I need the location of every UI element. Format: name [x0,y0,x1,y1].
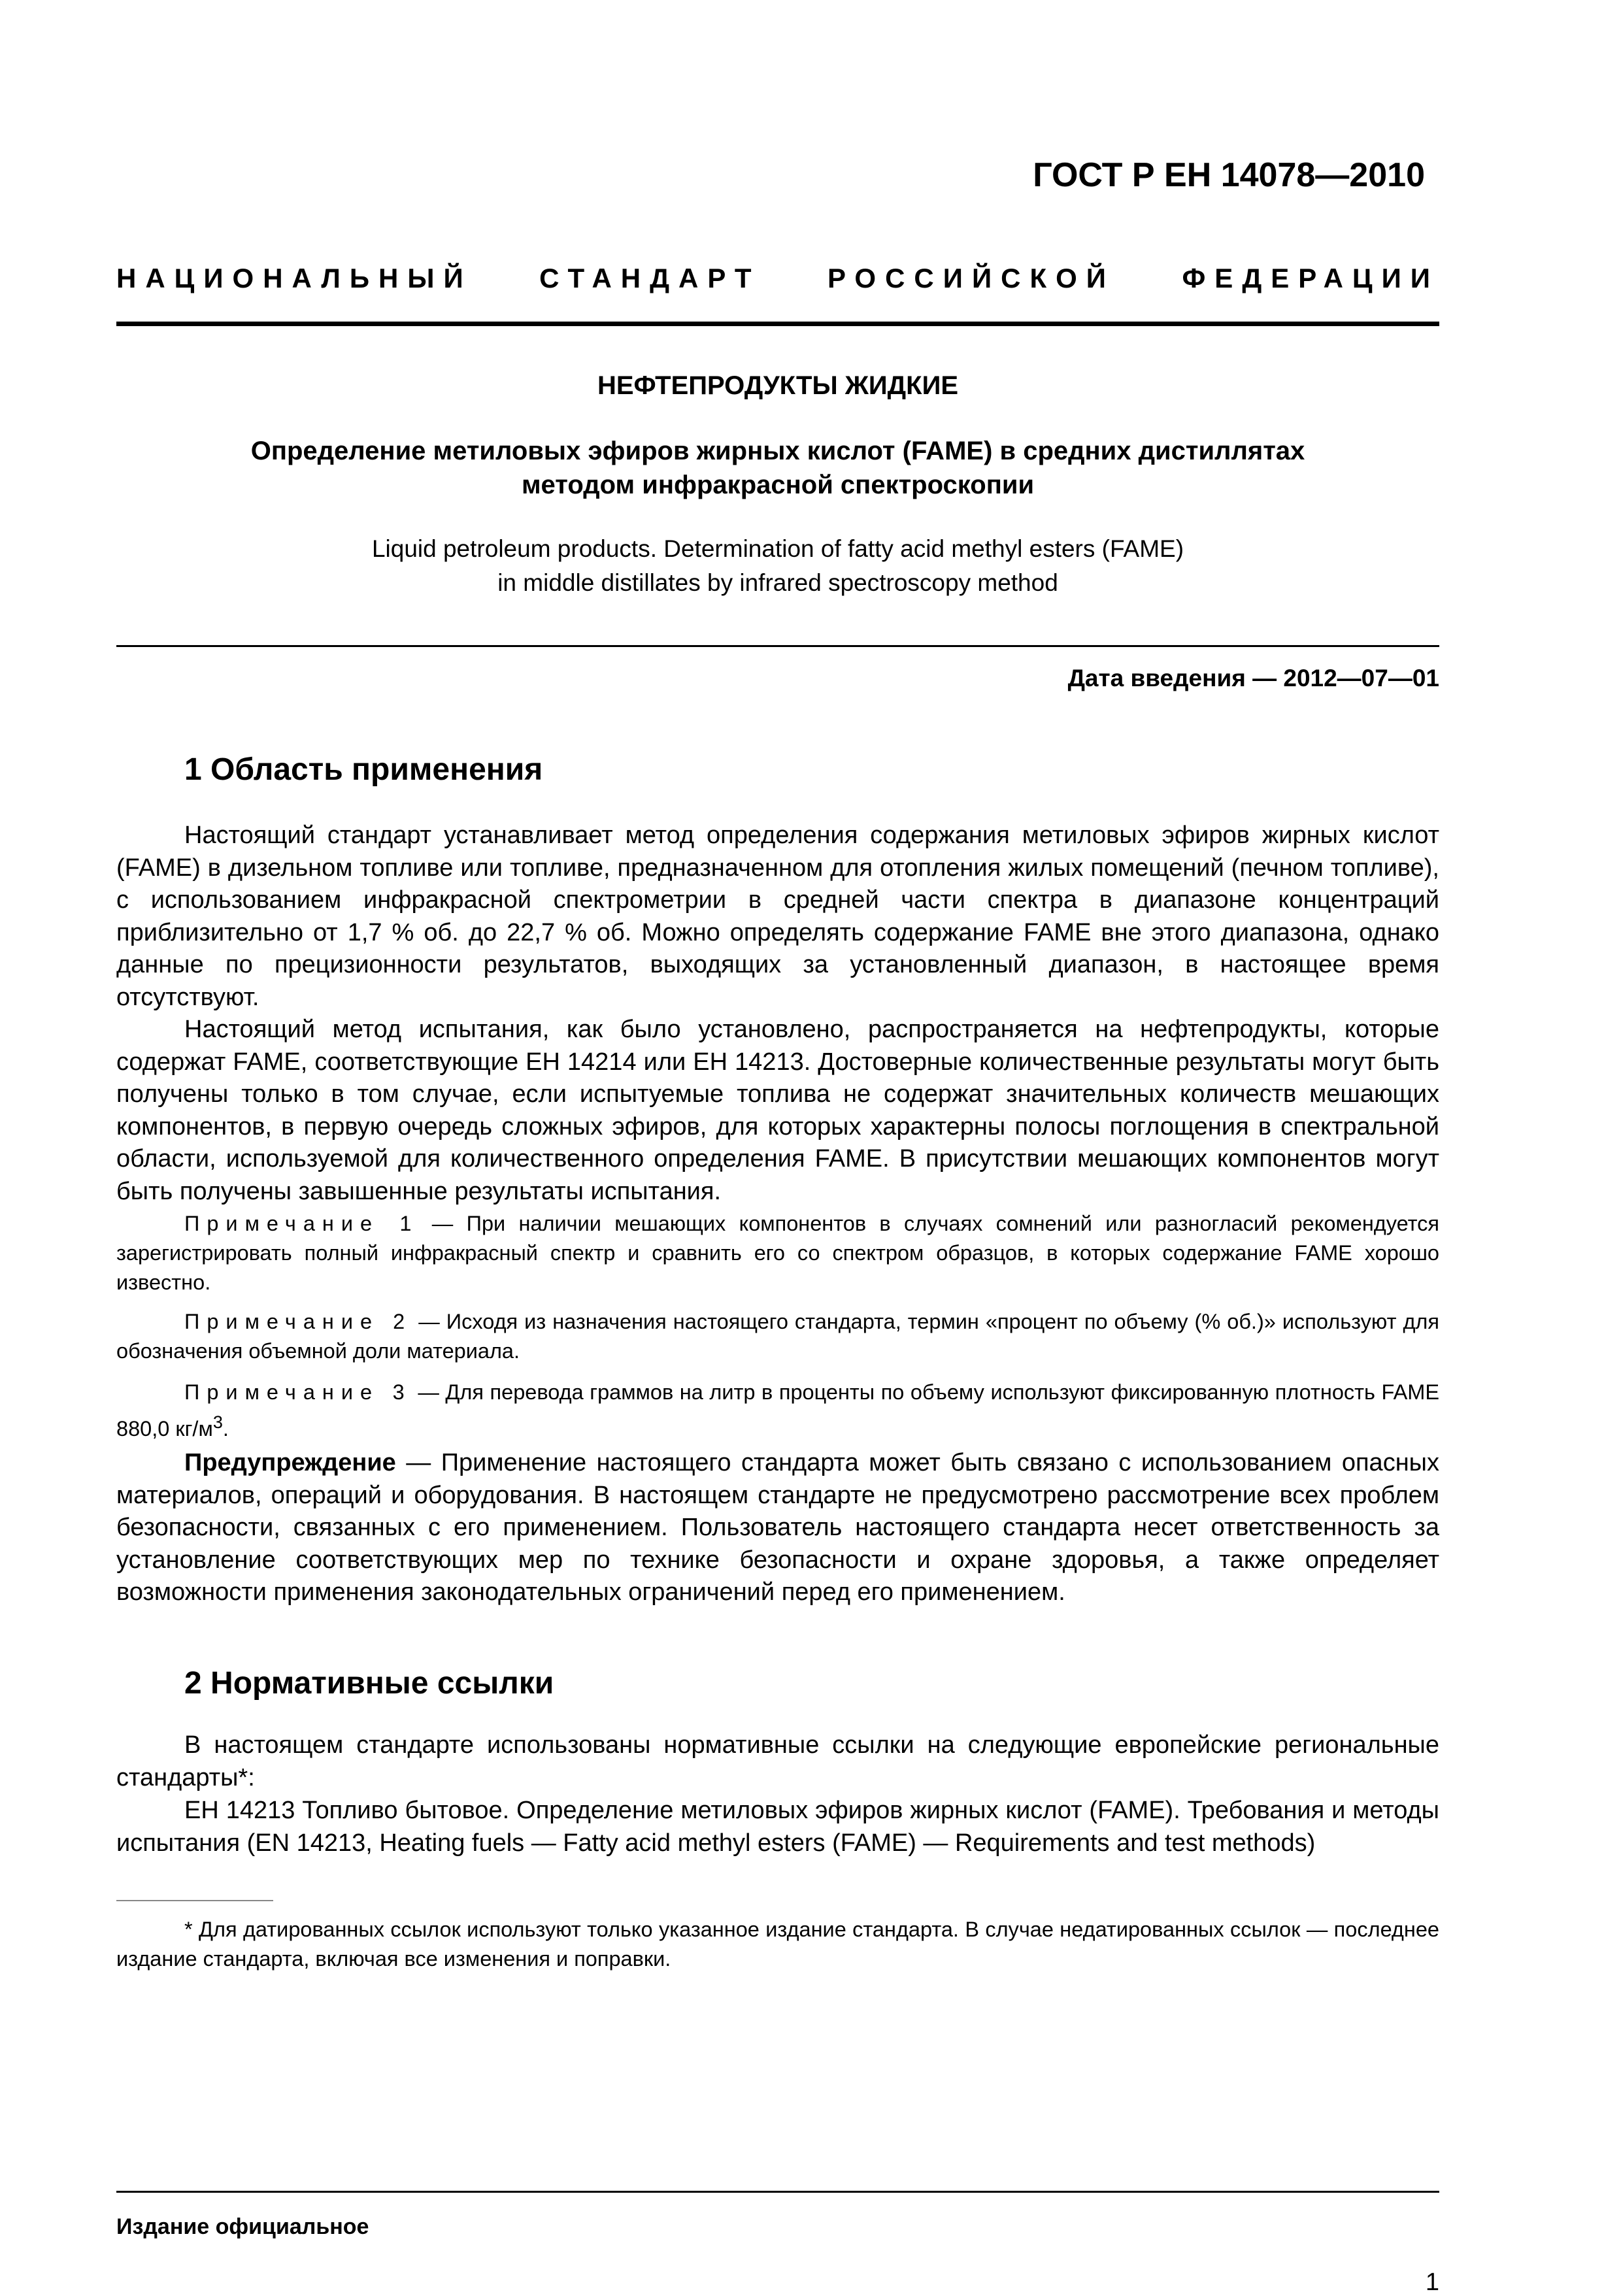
note-label: Примечание 1 [184,1212,419,1235]
note-text: — При наличии мешающих компонентов в случаях сомнений или разногласий рекомендуется зарегистрировать полный инфракрасный спектр и сравнить его со спектром образцов, в которых содержание FAME хорошо известно. [116,1212,1439,1294]
warning-text: — Применение настоящего стандарта может быть связано с использованием опасных материалов, операций и оборудования. В настоящем стандарте не предусмотрено рассмотрение всех проблем безопасности, связанных с его применением. Пользователь настоящего стандарта несет ответственность за установление соответствующих мер по технике безопасности и охране здоровья, а также определяет возможности применения законодательных ограничений перед его применением. [116,1449,1439,1606]
subtitle-line: методом инфракрасной спектроскопии [521,471,1035,499]
edition-label: Издание официальное [116,2214,369,2239]
footnote [116,1915,1439,1974]
warning-label: Предупреждение [184,1449,396,1476]
footnote-divider [116,1900,273,1901]
national-standard-title [116,263,1439,294]
section-heading-scope: 1 Область применения [184,752,543,787]
document-title: НЕФТЕПРОДУКТЫ ЖИДКИЕ [597,371,958,400]
paragraph-text: В настоящем стандарте использованы нормативные ссылки на следующие европейские региональные стандарты*: [116,1731,1439,1791]
footnote-text: * Для датированных ссылок используют только указанное издание стандарта. В случае недатированных ссылок — последнее издание стандарта, включая все изменения и поправки. [116,1918,1439,1971]
footer-divider [116,2191,1439,2193]
note-1 [116,1209,1439,1297]
national-title-word: РОССИЙСКОЙ [827,263,1115,293]
national-title-word: ФЕДЕРАЦИИ [1182,263,1439,293]
national-title-word: СТАНДАРТ [539,263,761,293]
english-title-line: Liquid petroleum products. Determination of fatty acid methyl esters (FAME) [371,535,1184,562]
header-divider [116,322,1439,326]
title-divider [116,645,1439,647]
paragraph-text: Настоящий метод испытания, как было установлено, распространяется на нефтепродукты, которые содержат FAME, соответствующие ЕН 14214 или ЕН 14213. Достоверные количественные результаты могут быть получены только в том случае, если испытуемые топлива не содержат значительных количеств мешающих компонентов, в первую очередь сложных эфиров, для которых характерны полосы поглощения в спектральной области, используемой для количественного определения FAME. В присутствии мешающих компонентов могут быть получены завышенные результаты испытания. [116,1016,1439,1205]
english-title-line: in middle distillates by infrared spectroscopy method [497,569,1058,596]
scope-paragraph-2 [116,1014,1439,1208]
national-title-word: НАЦИОНАЛЬНЫЙ [116,263,473,293]
introduction-date: Дата введения — 2012—07—01 [1067,665,1439,691]
warning-paragraph [116,1447,1439,1609]
note-3 [116,1378,1439,1444]
note-label: Примечание 2 [184,1310,412,1333]
scope-paragraph-1 [116,820,1439,1014]
reference-item [116,1795,1439,1859]
superscript: 3 [212,1412,223,1432]
document-subtitle [116,434,1439,502]
paragraph-text: Настоящий стандарт устанавливает метод определения содержания метиловых эфиров жирных кислот (FAME) в дизельном топливе или топливе, предназначенном для отопления жилых помещений (печном топливе), с использованием инфракрасной спектрометрии в средней части спектра в диапазоне концентраций приблизительно от 1,7 % об. до 22,7 % об. Можно определять содержание FAME вне этого диапазона, однако данные по прецизионности результатов, выходящих за установленный диапазон, в настоящее время отсутствуют. [116,822,1439,1011]
note-2 [116,1307,1439,1366]
standard-code: ГОСТ Р ЕН 14078—2010 [1033,156,1425,194]
paragraph-text: ЕН 14213 Топливо бытовое. Определение метиловых эфиров жирных кислот (FAME). Требования и методы испытания (EN 14213, Heating fuels — Fatty acid methyl esters (FAME) — Requirements and test methods) [116,1797,1439,1857]
note-text: — Исходя из назначения настоящего стандарта, термин «процент по объему (% об.)» используют для обозначения объемной доли материала. [116,1310,1439,1363]
note-text-end: . [222,1416,229,1440]
english-title [116,532,1439,600]
page-number: 1 [1425,2269,1439,2296]
references-intro [116,1729,1439,1794]
section-heading-references: 2 Нормативные ссылки [184,1666,554,1701]
note-label: Примечание 3 [184,1380,412,1404]
subtitle-line: Определение метиловых эфиров жирных кислот (FAME) в средних дистиллятах [250,437,1305,465]
note-text: — Для перевода граммов на литр в проценты по объему используют фиксированную плотность FAME 880,0 кг/м [116,1380,1440,1440]
